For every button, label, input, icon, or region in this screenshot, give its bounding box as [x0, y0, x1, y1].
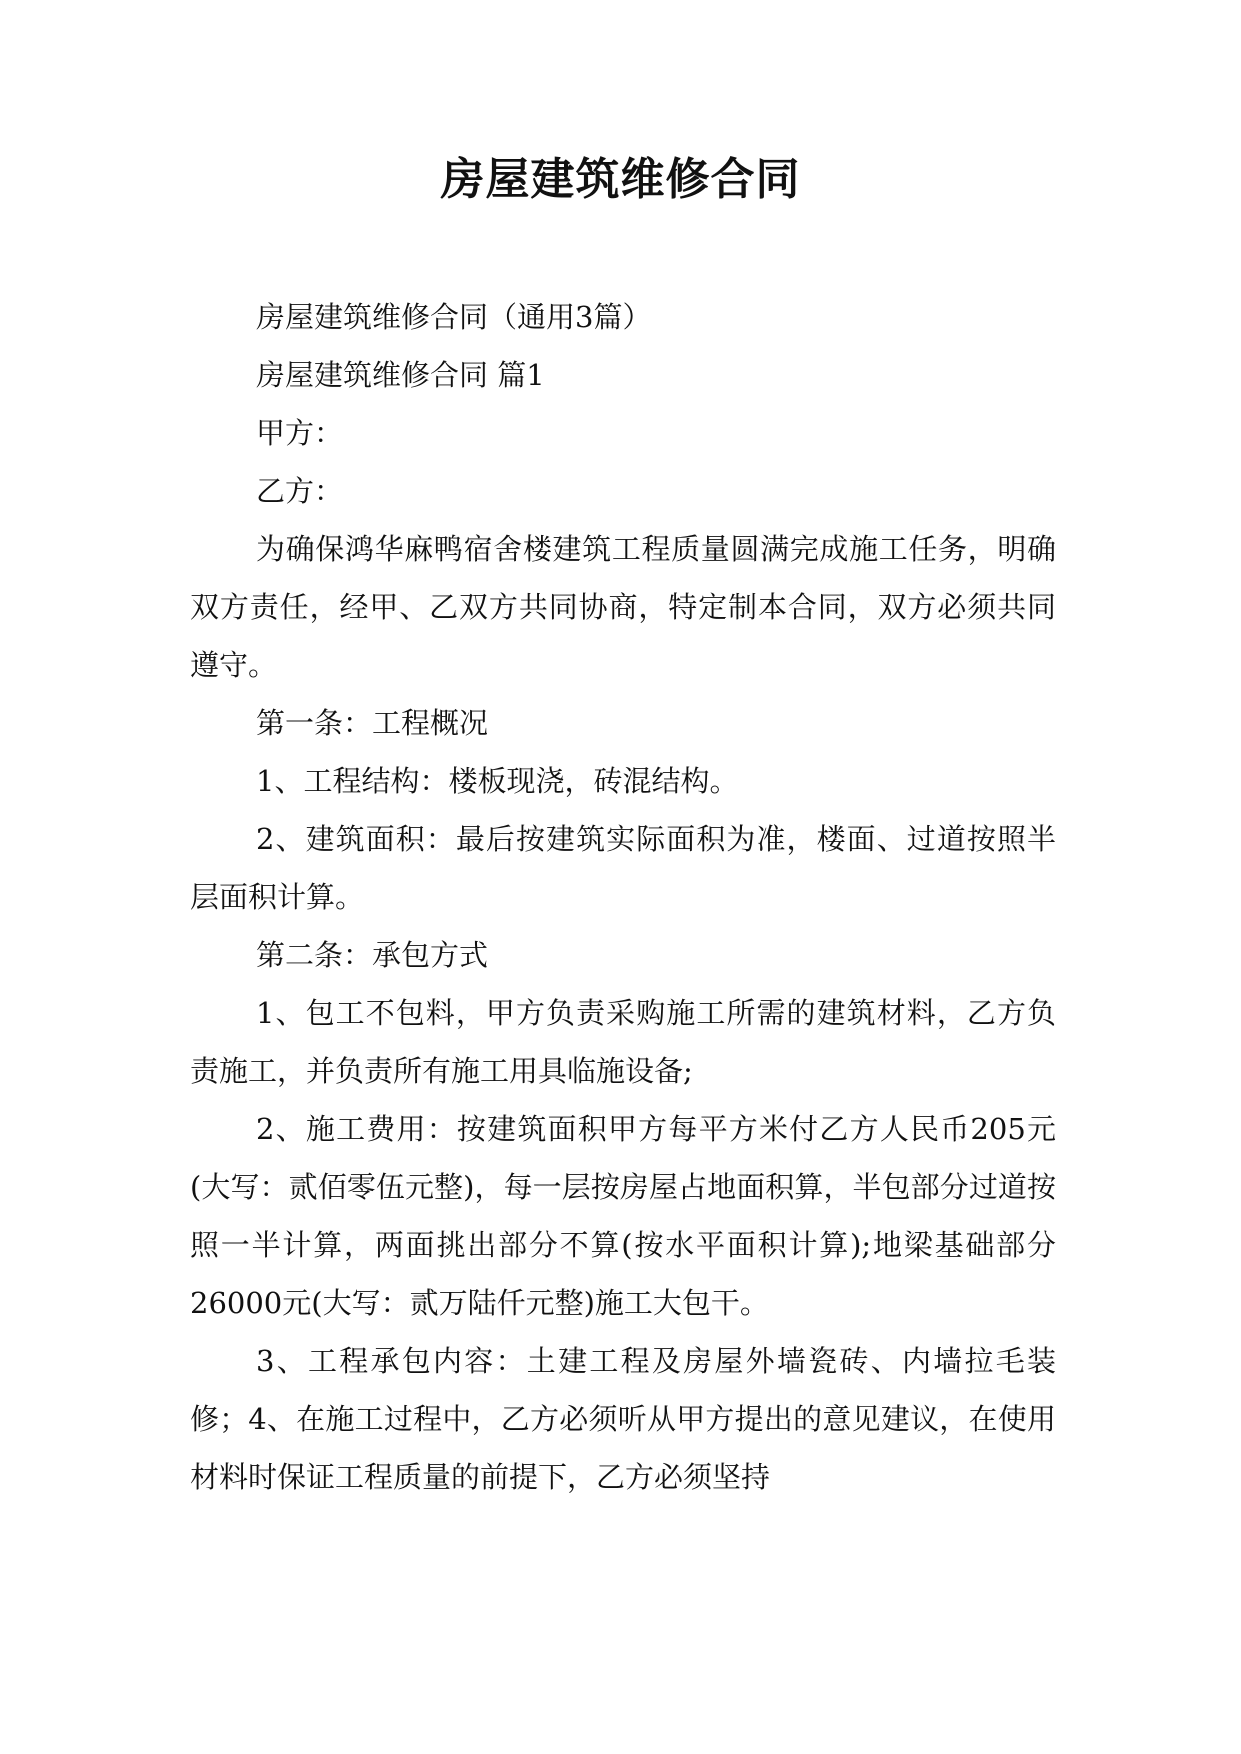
paragraph-subtitle: 房屋建筑维修合同（通用3篇） [256, 300, 652, 334]
document-title: 房屋建筑维修合同 [440, 154, 801, 205]
paragraph-party-a: 甲方： [256, 416, 344, 450]
paragraph-article-2-heading: 第二条：承包方式 [256, 938, 489, 972]
document-body [190, 288, 1056, 1506]
paragraph-party-b: 乙方： [256, 474, 344, 508]
paragraph-article-1-item-2: 2、建筑面积：最后按建筑实际面积为准，楼面、过道按照半层面积计算。 [190, 822, 1056, 914]
paragraph-article-1-item-1: 1、工程结构：楼板现浇，砖混结构。 [256, 764, 739, 798]
paragraph-article-2-item-1: 1、包工不包料，甲方负责采购施工所需的建筑材料，乙方负责施工，并负责所有施工用具临施设备; [190, 996, 1056, 1088]
paragraph-article-2-item-3: 3、工程承包内容：土建工程及房屋外墙瓷砖、内墙拉毛装修；4、在施工过程中，乙方必须听从甲方提出的意见建议，在使用材料时保证工程质量的前提下，乙方必须坚持 [190, 1344, 1056, 1494]
paragraph-article-2-item-2: 2、施工费用：按建筑面积甲方每平方米付乙方人民币205元(大写：贰佰零伍元整)，每一层按房屋占地面积算，半包部分过道按照一半计算，两面挑出部分不算(按水平面积计算);地梁基础部分26000元(大写：贰万陆仟元整)施工大包干。 [190, 1112, 1056, 1320]
paragraph-section-heading: 房屋建筑维修合同 篇1 [256, 358, 545, 392]
paragraph-preamble: 为确保鸿华麻鸭宿舍楼建筑工程质量圆满完成施工任务，明确双方责任，经甲、乙双方共同协商，特定制本合同，双方必须共同遵守。 [190, 532, 1056, 682]
paragraph-article-1-heading: 第一条：工程概况 [256, 706, 489, 740]
